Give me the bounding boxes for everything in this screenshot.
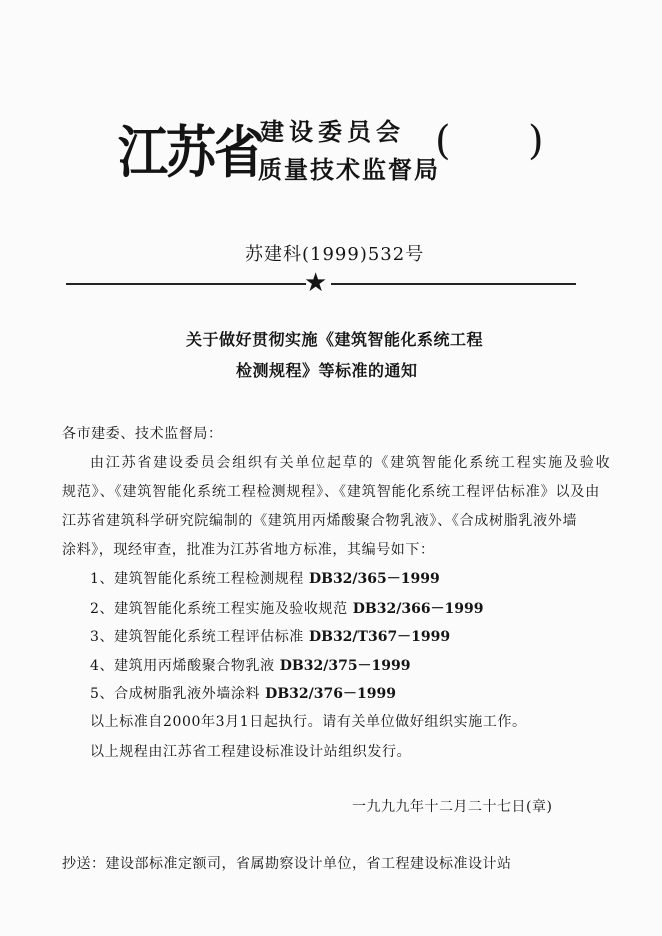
letterhead-paren-open: ( xyxy=(435,118,451,164)
divider-line-left xyxy=(66,283,306,285)
standard-item xyxy=(90,598,484,618)
letterhead-quality-bureau: 质量技术监督局 xyxy=(258,155,440,184)
standard-item xyxy=(90,626,450,646)
standard-item-name: 2、建筑智能化系统工程实施及验收规范 xyxy=(90,601,353,617)
body-line-3: 江苏省建筑科学研究院编制的《建筑用丙烯酸聚合物乳液》、《合成树脂乳液外墙 xyxy=(62,513,578,529)
document-number: 苏建科(1999)532号 xyxy=(245,244,425,265)
standard-item-code: DB32/366－1999 xyxy=(352,601,484,617)
standard-item-code: DB32/T367－1999 xyxy=(308,629,451,645)
standard-item-name: 1、建筑智能化系统工程检测规程 xyxy=(90,571,309,587)
issue-date: 一九九九年十二月二十七日(章) xyxy=(352,799,553,815)
divider-line-right xyxy=(331,283,576,285)
standard-item xyxy=(90,568,440,588)
standard-item xyxy=(90,655,411,675)
standard-item-code: DB32/376－1999 xyxy=(265,686,396,702)
notice-title-line-1: 关于做好贯彻实施《建筑智能化系统工程 xyxy=(186,330,484,349)
star-icon: ★ xyxy=(304,268,328,298)
cc-list: 抄送：建设部标准定额司，省属勘察设计单位，省工程建设标准设计站 xyxy=(62,856,512,872)
body-line-2: 规范》、《建筑智能化系统工程检测规程》、《建筑智能化系统工程评估标准》以及由 xyxy=(62,484,601,500)
execution-statement: 以上标准自2000年3月1日起执行。请有关单位做好组织实施工作。 xyxy=(90,714,527,730)
issuance-statement: 以上规程由江苏省工程建设标准设计站组织发行。 xyxy=(90,744,412,760)
notice-title-line-2: 检测规程》等标准的通知 xyxy=(236,361,418,380)
standard-item-name: 5、合成树脂乳液外墙涂料 xyxy=(90,686,266,702)
standard-item-code: DB32/365－1999 xyxy=(308,571,440,587)
standard-item xyxy=(90,683,396,703)
body-line-4: 涂料》，现经审查，批准为江苏省地方标准，其编号如下： xyxy=(62,542,435,558)
body-line-1: 由江苏省建设委员会组织有关单位起草的《建筑智能化系统工程实施及验收 xyxy=(90,455,612,471)
letterhead-province: 江苏省 xyxy=(118,119,262,186)
letterhead-construction-committee: 建设委员会 xyxy=(260,117,405,146)
standard-item-name: 3、建筑智能化系统工程评估标准 xyxy=(90,629,309,645)
standard-item-code: DB32/375－1999 xyxy=(279,658,411,674)
recipient: 各市建委、技术监督局： xyxy=(62,426,223,442)
letterhead-paren-close: ) xyxy=(528,118,544,164)
standard-item-name: 4、建筑用丙烯酸聚合物乳液 xyxy=(90,658,280,674)
